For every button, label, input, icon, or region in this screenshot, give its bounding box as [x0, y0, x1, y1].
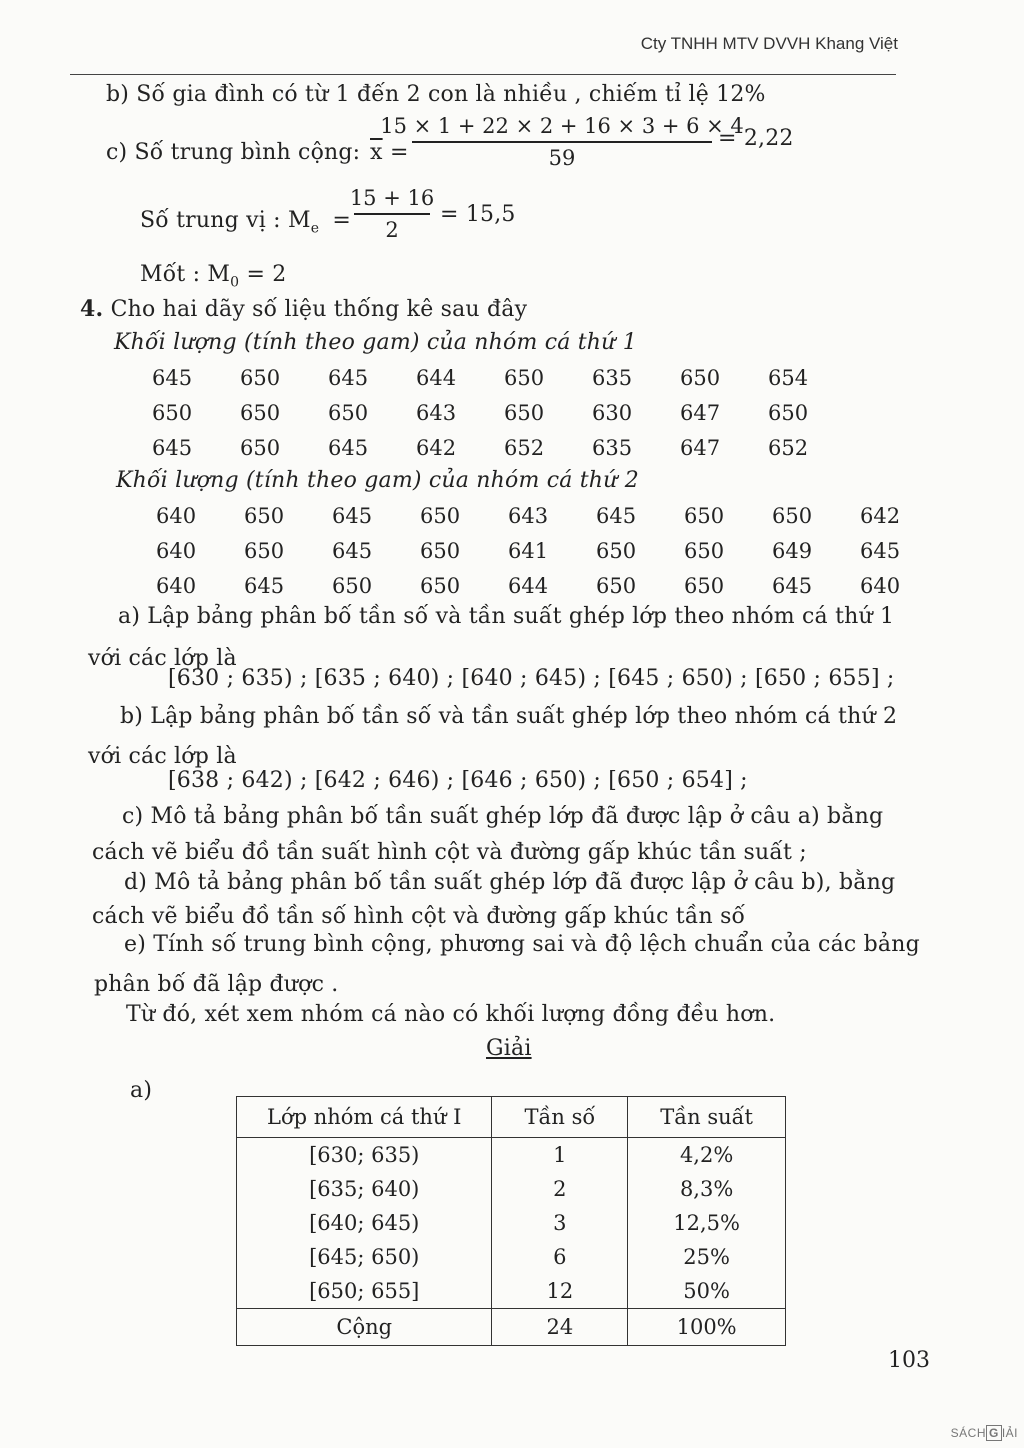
data-value: 650	[680, 366, 721, 390]
page-number: 103	[888, 1348, 930, 1373]
data-value: 654	[768, 366, 809, 390]
data-value: 645	[332, 504, 373, 528]
data-value: 644	[508, 574, 549, 598]
table-header-frequency: Tần số	[492, 1097, 628, 1138]
problem-number: 4.	[80, 296, 104, 322]
mean-fraction-bar	[412, 141, 712, 143]
mode-line	[140, 262, 287, 290]
table-cell-class: [635; 640)	[237, 1172, 492, 1206]
data-value: 650	[244, 504, 285, 528]
solution-title: Giải	[486, 1036, 532, 1061]
data-value: 650	[684, 504, 725, 528]
data-value: 645	[152, 436, 193, 460]
task-c-line1: c) Mô tả bảng phân bố tần suất ghép lớp đã được lập ở câu a) bằng	[122, 804, 884, 829]
table-cell-frequency: 1	[492, 1138, 628, 1173]
task-c-line2: cách vẽ biểu đồ tần suất hình cột và đường gấp khúc tần suất ;	[92, 840, 807, 865]
table-row	[237, 1172, 786, 1206]
group1-title: Khối lượng (tính theo gam) của nhóm cá thứ 1	[114, 330, 637, 355]
data-value: 650	[420, 574, 461, 598]
mean-numerator: 15 × 1 + 22 × 2 + 16 × 3 + 6 × 4	[380, 114, 744, 138]
data-value: 630	[592, 401, 633, 425]
table-row	[237, 1206, 786, 1240]
data-value: 640	[156, 539, 197, 563]
task-a-line2: với các lớp là	[88, 646, 237, 671]
data-value: 635	[592, 366, 633, 390]
data-value: 650	[328, 401, 369, 425]
group2-title: Khối lượng (tính theo gam) của nhóm cá thứ 2	[116, 468, 639, 493]
data-value: 645	[332, 539, 373, 563]
median-fraction-bar	[354, 213, 430, 215]
table-row	[237, 1138, 786, 1173]
median-fraction	[349, 186, 435, 242]
mean-fraction	[380, 114, 744, 170]
task-e-line2: phân bố đã lập được .	[94, 972, 339, 997]
data-value: 640	[860, 574, 901, 598]
data-value: 650	[420, 539, 461, 563]
task-d-line1: d) Mô tả bảng phân bố tần suất ghép lớp đã được lập ở câu b), bằng	[124, 870, 896, 895]
table-total-label: Cộng	[237, 1309, 492, 1346]
mean-equals: =	[390, 140, 409, 165]
mean-symbol: $\overline{x}$	[370, 140, 383, 165]
table-cell-relative-frequency: 50%	[628, 1274, 786, 1309]
task-e-line1: e) Tính số trung bình cộng, phương sai và độ lệch chuẩn của các bảng	[124, 932, 920, 957]
median-equals: =	[332, 208, 352, 233]
data-value: 635	[592, 436, 633, 460]
table-total-frequency: 24	[492, 1309, 628, 1346]
data-value: 650	[504, 366, 545, 390]
mode-label: Mốt : M	[140, 262, 231, 287]
data-value: 645	[244, 574, 285, 598]
frequency-table	[236, 1096, 786, 1346]
data-value: 650	[596, 539, 637, 563]
table-header-class: Lớp nhóm cá thứ I	[237, 1097, 492, 1138]
data-value: 650	[504, 401, 545, 425]
data-value: 652	[768, 436, 809, 460]
data-value: 645	[152, 366, 193, 390]
problem-intro-text: Cho hai dãy số liệu thống kê sau đây	[110, 297, 528, 322]
table-cell-class: [640; 645)	[237, 1206, 492, 1240]
task-b-line2: với các lớp là	[88, 744, 237, 769]
table-cell-relative-frequency: 25%	[628, 1240, 786, 1274]
table-cell-relative-frequency: 4,2%	[628, 1138, 786, 1173]
answer-b-line: b) Số gia đình có từ 1 đến 2 con là nhiều , chiếm tỉ lệ 12%	[106, 82, 766, 107]
median-label-text: Số trung vị : M	[140, 208, 311, 233]
table-header-relative-frequency: Tần suất	[628, 1097, 786, 1138]
mean-label: c) Số trung bình cộng:	[106, 140, 361, 165]
data-value: 650	[240, 436, 281, 460]
table-cell-frequency: 12	[492, 1274, 628, 1309]
data-value: 642	[416, 436, 457, 460]
table-header-row	[237, 1097, 786, 1138]
task-b-classes: [638 ; 642) ; [642 ; 646) ; [646 ; 650) ; [650 ; 654] ;	[168, 768, 748, 793]
median-denominator: 2	[385, 217, 399, 242]
data-value: 650	[332, 574, 373, 598]
median-result: = 15,5	[440, 202, 516, 227]
mean-denominator: 59	[548, 145, 576, 170]
task-b-line1: b) Lập bảng phân bố tần số và tần suất ghép lớp theo nhóm cá thứ 2	[120, 704, 898, 729]
data-value: 640	[156, 504, 197, 528]
logo-text-left: SÁCH	[950, 1426, 986, 1440]
median-subscript: e	[310, 220, 320, 237]
table-cell-class: [650; 655]	[237, 1274, 492, 1309]
solution-part-a-label: a)	[130, 1078, 153, 1103]
data-value: 644	[416, 366, 457, 390]
logo-text-right: IẢI	[1001, 1426, 1018, 1440]
task-a-classes: [630 ; 635) ; [635 ; 640) ; [640 ; 645) ; [645 ; 650) ; [650 ; 655] ;	[168, 666, 895, 691]
data-value: 652	[504, 436, 545, 460]
median-numerator: 15 + 16	[349, 186, 435, 210]
data-value: 650	[596, 574, 637, 598]
data-value: 650	[684, 574, 725, 598]
table-row	[237, 1240, 786, 1274]
mode-result: = 2	[246, 262, 287, 287]
table-cell-frequency: 2	[492, 1172, 628, 1206]
data-value: 649	[772, 539, 813, 563]
data-value: 643	[416, 401, 457, 425]
table-cell-frequency: 6	[492, 1240, 628, 1274]
table-total-row	[237, 1309, 786, 1346]
data-value: 647	[680, 436, 721, 460]
table-cell-class: [645; 650)	[237, 1240, 492, 1274]
data-value: 650	[240, 401, 281, 425]
sachgiai-logo	[951, 1426, 1018, 1440]
data-value: 645	[860, 539, 901, 563]
table-cell-relative-frequency: 12,5%	[628, 1206, 786, 1240]
table-cell-frequency: 3	[492, 1206, 628, 1240]
table-row	[237, 1274, 786, 1309]
task-a-line1: a) Lập bảng phân bố tần số và tần suất ghép lớp theo nhóm cá thứ 1	[118, 604, 895, 629]
data-value: 640	[156, 574, 197, 598]
task-conclusion: Từ đó, xét xem nhóm cá nào có khối lượng đồng đều hơn.	[126, 1002, 776, 1027]
data-value: 650	[244, 539, 285, 563]
data-value: 650	[768, 401, 809, 425]
data-value: 643	[508, 504, 549, 528]
data-value: 645	[596, 504, 637, 528]
data-value: 650	[684, 539, 725, 563]
data-value: 650	[240, 366, 281, 390]
data-value: 650	[420, 504, 461, 528]
data-value: 650	[152, 401, 193, 425]
table-total-relative-frequency: 100%	[628, 1309, 786, 1346]
data-value: 641	[508, 539, 549, 563]
table-cell-relative-frequency: 8,3%	[628, 1172, 786, 1206]
logo-box-letter: G	[986, 1425, 1002, 1441]
median-label	[140, 208, 351, 236]
data-value: 650	[772, 504, 813, 528]
problem-4-intro	[80, 296, 527, 322]
header-rule	[70, 74, 896, 75]
data-value: 645	[328, 366, 369, 390]
data-value: 645	[328, 436, 369, 460]
mean-result: = 2,22	[718, 126, 794, 151]
publisher-header: Cty TNHH MTV DVVH Khang Việt	[640, 34, 898, 53]
table-cell-class: [630; 635)	[237, 1138, 492, 1173]
data-value: 642	[860, 504, 901, 528]
data-value: 645	[772, 574, 813, 598]
data-value: 647	[680, 401, 721, 425]
task-d-line2: cách vẽ biểu đồ tần số hình cột và đường gấp khúc tần số	[92, 904, 746, 929]
mode-subscript: 0	[230, 274, 240, 291]
